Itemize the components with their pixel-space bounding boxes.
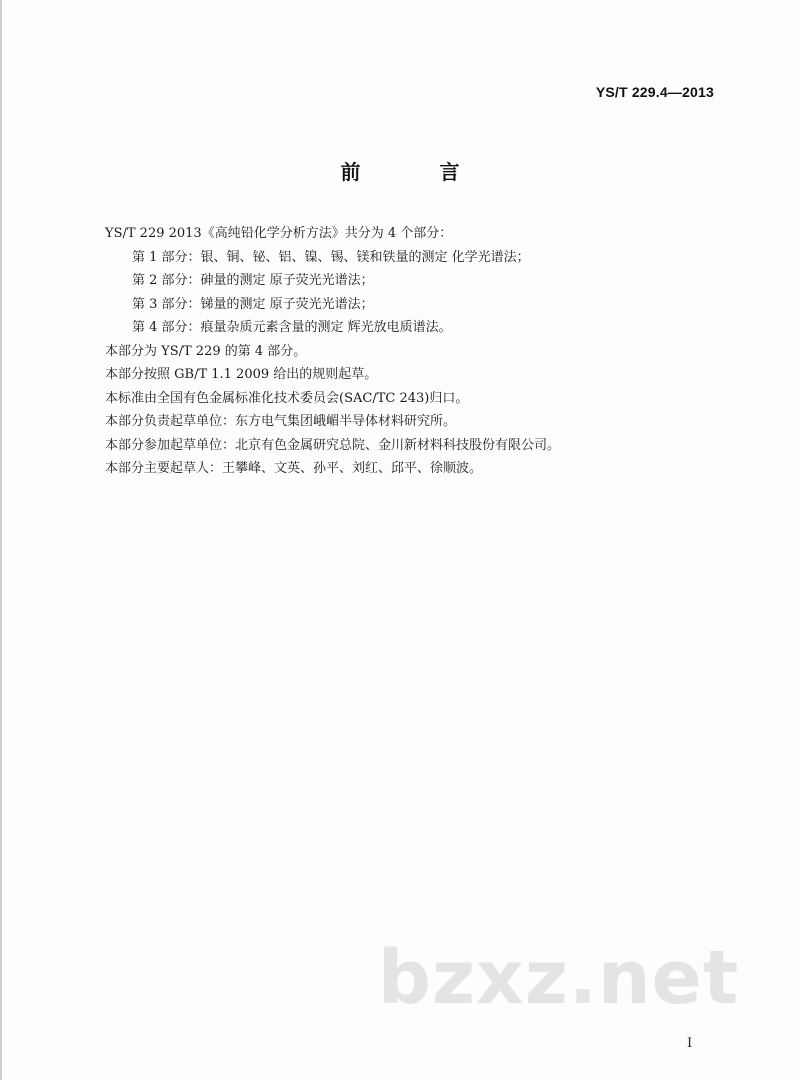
part-2-item: 第 2 部分：砷量的测定 原子荧光光谱法； — [132, 273, 374, 288]
intro-paragraph: YS/T 229 2013《高纯铅化学分析方法》共分为 4 个部分： — [105, 226, 453, 241]
drafting-rules: 本部分按照 GB/T 1.1 2009 给出的规则起草。 — [105, 367, 378, 382]
watermark: bzxz.net — [378, 935, 740, 1021]
responsible-unit: 本部分负责起草单位：东方电气集团峨嵋半导体材料研究所。 — [105, 414, 457, 429]
part-statement: 本部分为 YS/T 229 的第 4 部分。 — [105, 343, 307, 359]
participating-units: 本部分参加起草单位：北京有色金属研究总院、金川新材料科技股份有限公司。 — [105, 437, 561, 453]
part-4-item: 第 4 部分：痕量杂质元素含量的测定 辉光放电质谱法。 — [132, 320, 452, 335]
committee-statement: 本标准由全国有色金属标准化技术委员会(SAC/TC 243)归口。 — [105, 390, 469, 406]
main-drafters: 本部分主要起草人：王攀峰、文英、孙平、刘红、邱平、徐顺波。 — [105, 461, 483, 476]
page-number: I — [687, 1036, 693, 1051]
foreword-body — [105, 222, 725, 481]
standard-code: YS/T 229.4—2013 — [595, 84, 714, 100]
page-title: 前 言 — [340, 160, 496, 184]
part-1-item: 第 1 部分：银、铜、铋、铝、镍、锡、镁和铁量的测定 化学光谱法； — [132, 249, 530, 265]
part-3-item: 第 3 部分：锑量的测定 原子荧光光谱法； — [132, 296, 374, 312]
